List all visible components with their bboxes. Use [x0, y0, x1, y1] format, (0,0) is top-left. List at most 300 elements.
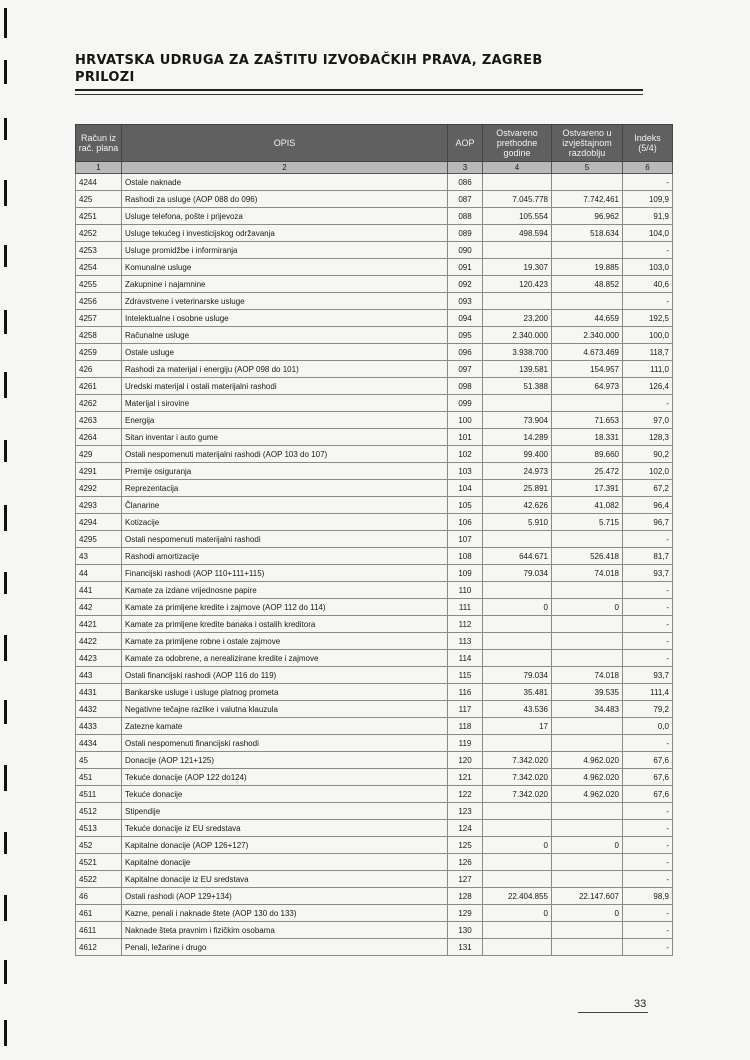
cell-current-period: 2.340.000 — [552, 327, 623, 344]
cell-account: 4257 — [76, 310, 122, 327]
cell-previous-year: 79.034 — [483, 565, 552, 582]
cell-previous-year — [483, 922, 552, 939]
cell-aop: 121 — [448, 769, 483, 786]
cell-previous-year — [483, 531, 552, 548]
expenses-table-wrapper — [75, 124, 672, 956]
cell-description: Usluge tekućeg i investicijskog održavanja — [122, 225, 448, 242]
cell-current-period: 34.483 — [552, 701, 623, 718]
cell-current-period: 96.962 — [552, 208, 623, 225]
table-row — [76, 837, 673, 854]
cell-aop: 131 — [448, 939, 483, 956]
table-row — [76, 667, 673, 684]
cell-current-period: 41.082 — [552, 497, 623, 514]
cell-aop: 104 — [448, 480, 483, 497]
cell-current-period — [552, 395, 623, 412]
binder-mark — [4, 8, 7, 38]
cell-index: 102,0 — [623, 463, 673, 480]
cell-account: 4423 — [76, 650, 122, 667]
cell-account: 4259 — [76, 344, 122, 361]
cell-previous-year — [483, 582, 552, 599]
binder-mark — [4, 60, 7, 84]
cell-index: 128,3 — [623, 429, 673, 446]
cell-aop: 127 — [448, 871, 483, 888]
cell-aop: 087 — [448, 191, 483, 208]
cell-aop: 125 — [448, 837, 483, 854]
cell-current-period — [552, 531, 623, 548]
cell-aop: 101 — [448, 429, 483, 446]
cell-index: 126,4 — [623, 378, 673, 395]
cell-aop: 108 — [448, 548, 483, 565]
cell-account: 4294 — [76, 514, 122, 531]
cell-account: 4511 — [76, 786, 122, 803]
cell-previous-year: 7.342.020 — [483, 786, 552, 803]
table-row — [76, 684, 673, 701]
cell-aop: 112 — [448, 616, 483, 633]
cell-previous-year — [483, 803, 552, 820]
cell-account: 426 — [76, 361, 122, 378]
cell-description: Kamate za izdane vrijednosne papire — [122, 582, 448, 599]
cell-current-period — [552, 174, 623, 191]
cell-account: 4295 — [76, 531, 122, 548]
cell-account: 4252 — [76, 225, 122, 242]
cell-account: 44 — [76, 565, 122, 582]
cell-current-period: 22.147.607 — [552, 888, 623, 905]
column-index: 6 — [623, 162, 673, 174]
cell-aop: 113 — [448, 633, 483, 650]
page-number: 33 — [634, 998, 647, 1010]
cell-previous-year: 73.904 — [483, 412, 552, 429]
cell-previous-year: 17 — [483, 718, 552, 735]
binder-mark — [4, 832, 7, 854]
cell-aop: 099 — [448, 395, 483, 412]
cell-account: 43 — [76, 548, 122, 565]
cell-description: Stipendije — [122, 803, 448, 820]
cell-previous-year: 42.626 — [483, 497, 552, 514]
table-row — [76, 888, 673, 905]
binder-mark — [4, 1020, 7, 1046]
cell-aop: 120 — [448, 752, 483, 769]
cell-aop: 100 — [448, 412, 483, 429]
cell-account: 4264 — [76, 429, 122, 446]
cell-current-period: 44.659 — [552, 310, 623, 327]
cell-account: 4421 — [76, 616, 122, 633]
cell-description: Sitan inventar i auto gume — [122, 429, 448, 446]
table-row — [76, 616, 673, 633]
cell-index: 79,2 — [623, 701, 673, 718]
header-index: Indeks (5/4) — [623, 125, 673, 162]
cell-previous-year: 644.671 — [483, 548, 552, 565]
cell-description: Financijski rashodi (AOP 110+111+115) — [122, 565, 448, 582]
table-row — [76, 344, 673, 361]
cell-aop: 110 — [448, 582, 483, 599]
cell-index: - — [623, 735, 673, 752]
cell-index: - — [623, 922, 673, 939]
table-row — [76, 633, 673, 650]
cell-account: 429 — [76, 446, 122, 463]
cell-aop: 086 — [448, 174, 483, 191]
cell-index: - — [623, 531, 673, 548]
cell-account: 4258 — [76, 327, 122, 344]
cell-index: - — [623, 293, 673, 310]
cell-aop: 094 — [448, 310, 483, 327]
cell-index: - — [623, 633, 673, 650]
cell-index: 104,0 — [623, 225, 673, 242]
cell-aop: 098 — [448, 378, 483, 395]
table-row — [76, 480, 673, 497]
cell-current-period: 74.018 — [552, 667, 623, 684]
cell-current-period — [552, 820, 623, 837]
cell-description: Ostali nespomenuti materijalni rashodi — [122, 531, 448, 548]
cell-account: 4612 — [76, 939, 122, 956]
column-index-row — [76, 162, 673, 174]
cell-index: 111,0 — [623, 361, 673, 378]
cell-index: 93,7 — [623, 565, 673, 582]
cell-description: Penali, ležarine i drugo — [122, 939, 448, 956]
cell-description: Premije osiguranja — [122, 463, 448, 480]
cell-index: 96,4 — [623, 497, 673, 514]
cell-index: 103,0 — [623, 259, 673, 276]
cell-description: Kapitalne donacije (AOP 126+127) — [122, 837, 448, 854]
binder-mark — [4, 310, 7, 334]
cell-previous-year: 14.289 — [483, 429, 552, 446]
cell-description: Ostale naknade — [122, 174, 448, 191]
cell-previous-year — [483, 293, 552, 310]
cell-previous-year: 105.554 — [483, 208, 552, 225]
cell-index: 100,0 — [623, 327, 673, 344]
cell-previous-year: 0 — [483, 837, 552, 854]
cell-account: 4251 — [76, 208, 122, 225]
cell-description: Tekuće donacije — [122, 786, 448, 803]
header-line-1: HRVATSKA UDRUGA ZA ZAŠTITU IZVOĐAČKIH PRAVA, ZAGREB — [75, 53, 543, 68]
cell-previous-year — [483, 854, 552, 871]
binder-mark — [4, 700, 7, 724]
cell-account: 4291 — [76, 463, 122, 480]
cell-previous-year: 7.342.020 — [483, 769, 552, 786]
cell-previous-year — [483, 242, 552, 259]
cell-current-period — [552, 616, 623, 633]
cell-description: Ostali financijski rashodi (AOP 116 do 119) — [122, 667, 448, 684]
binder-mark — [4, 960, 7, 984]
cell-description: Zakupnine i najamnine — [122, 276, 448, 293]
cell-aop: 123 — [448, 803, 483, 820]
cell-index: 91,9 — [623, 208, 673, 225]
table-row — [76, 735, 673, 752]
cell-account: 4422 — [76, 633, 122, 650]
cell-description: Rashodi amortizacije — [122, 548, 448, 565]
cell-description: Kapitalne donacije — [122, 854, 448, 871]
cell-current-period: 64.973 — [552, 378, 623, 395]
cell-description: Donacije (AOP 121+125) — [122, 752, 448, 769]
cell-description: Materijal i sirovine — [122, 395, 448, 412]
cell-account: 4431 — [76, 684, 122, 701]
cell-current-period — [552, 735, 623, 752]
cell-aop: 114 — [448, 650, 483, 667]
cell-index: 0,0 — [623, 718, 673, 735]
cell-description: Računalne usluge — [122, 327, 448, 344]
table-row — [76, 208, 673, 225]
cell-account: 4521 — [76, 854, 122, 871]
cell-aop: 109 — [448, 565, 483, 582]
column-index: 3 — [448, 162, 483, 174]
cell-previous-year: 43.536 — [483, 701, 552, 718]
cell-aop: 115 — [448, 667, 483, 684]
cell-account: 461 — [76, 905, 122, 922]
table-row — [76, 650, 673, 667]
cell-aop: 097 — [448, 361, 483, 378]
header-line-2: PRILOZI — [75, 70, 135, 85]
header-aop: AOP — [448, 125, 483, 162]
cell-current-period: 7.742.461 — [552, 191, 623, 208]
cell-account: 4611 — [76, 922, 122, 939]
table-row — [76, 531, 673, 548]
cell-aop: 128 — [448, 888, 483, 905]
cell-index: - — [623, 871, 673, 888]
header-description: OPIS — [122, 125, 448, 162]
cell-aop: 105 — [448, 497, 483, 514]
cell-previous-year — [483, 735, 552, 752]
cell-index: 67,6 — [623, 769, 673, 786]
cell-account: 4512 — [76, 803, 122, 820]
cell-description: Tekuće donacije (AOP 122 do124) — [122, 769, 448, 786]
cell-index: - — [623, 582, 673, 599]
table-row — [76, 276, 673, 293]
table-row — [76, 565, 673, 582]
cell-index: - — [623, 854, 673, 871]
cell-description: Komunalne usluge — [122, 259, 448, 276]
cell-aop: 089 — [448, 225, 483, 242]
binder-mark — [4, 118, 7, 140]
cell-previous-year — [483, 650, 552, 667]
cell-previous-year: 2.340.000 — [483, 327, 552, 344]
cell-current-period: 19.885 — [552, 259, 623, 276]
cell-description: Rashodi za usluge (AOP 088 do 096) — [122, 191, 448, 208]
binder-mark — [4, 635, 7, 661]
cell-index: - — [623, 650, 673, 667]
expenses-table — [75, 124, 673, 956]
table-row — [76, 718, 673, 735]
cell-account: 452 — [76, 837, 122, 854]
cell-description: Članarine — [122, 497, 448, 514]
cell-account: 4254 — [76, 259, 122, 276]
cell-description: Kapitalne donacije iz EU sredstava — [122, 871, 448, 888]
cell-description: Negativne tečajne razlike i valutna klauzula — [122, 701, 448, 718]
column-index: 1 — [76, 162, 122, 174]
cell-current-period — [552, 854, 623, 871]
table-row — [76, 395, 673, 412]
cell-current-period — [552, 939, 623, 956]
cell-previous-year — [483, 633, 552, 650]
cell-description: Usluge promidžbe i informiranja — [122, 242, 448, 259]
cell-index: 40,6 — [623, 276, 673, 293]
cell-previous-year: 120.423 — [483, 276, 552, 293]
table-row — [76, 820, 673, 837]
cell-previous-year: 79.034 — [483, 667, 552, 684]
cell-aop: 111 — [448, 599, 483, 616]
cell-current-period: 39.535 — [552, 684, 623, 701]
cell-description: Kotizacije — [122, 514, 448, 531]
cell-current-period: 17.391 — [552, 480, 623, 497]
cell-account: 443 — [76, 667, 122, 684]
cell-account: 4513 — [76, 820, 122, 837]
table-row — [76, 582, 673, 599]
cell-description: Zdravstvene i veterinarske usluge — [122, 293, 448, 310]
cell-description: Ostale usluge — [122, 344, 448, 361]
cell-description: Rashodi za materijal i energiju (AOP 098 do 101) — [122, 361, 448, 378]
cell-aop: 106 — [448, 514, 483, 531]
cell-current-period — [552, 582, 623, 599]
cell-current-period: 71.653 — [552, 412, 623, 429]
binder-mark — [4, 180, 7, 206]
cell-current-period — [552, 922, 623, 939]
cell-account: 425 — [76, 191, 122, 208]
table-row — [76, 786, 673, 803]
cell-previous-year: 22.404.855 — [483, 888, 552, 905]
cell-account: 45 — [76, 752, 122, 769]
cell-aop: 122 — [448, 786, 483, 803]
cell-description: Usluge telefona, pošte i prijevoza — [122, 208, 448, 225]
cell-previous-year: 99.400 — [483, 446, 552, 463]
cell-index: - — [623, 599, 673, 616]
cell-previous-year: 25.891 — [483, 480, 552, 497]
cell-aop: 118 — [448, 718, 483, 735]
cell-previous-year — [483, 174, 552, 191]
cell-account: 4255 — [76, 276, 122, 293]
cell-aop: 126 — [448, 854, 483, 871]
cell-description: Ostali rashodi (AOP 129+134) — [122, 888, 448, 905]
cell-index: - — [623, 242, 673, 259]
cell-current-period — [552, 871, 623, 888]
cell-index: - — [623, 395, 673, 412]
table-row — [76, 174, 673, 191]
cell-index: 81,7 — [623, 548, 673, 565]
cell-account: 46 — [76, 888, 122, 905]
cell-current-period: 89.660 — [552, 446, 623, 463]
cell-aop: 092 — [448, 276, 483, 293]
table-row — [76, 446, 673, 463]
table-header-row — [76, 125, 673, 162]
table-row — [76, 769, 673, 786]
cell-description: Kamate za primljene robne i ostale zajmove — [122, 633, 448, 650]
cell-index: - — [623, 803, 673, 820]
table-row — [76, 922, 673, 939]
cell-current-period: 4.962.020 — [552, 786, 623, 803]
binder-mark — [4, 895, 7, 921]
cell-index: 97,0 — [623, 412, 673, 429]
table-row — [76, 378, 673, 395]
cell-description: Ostali nespomenuti materijalni rashodi (AOP 103 do 107) — [122, 446, 448, 463]
cell-current-period — [552, 242, 623, 259]
cell-index: - — [623, 616, 673, 633]
cell-account: 442 — [76, 599, 122, 616]
cell-index: 67,6 — [623, 786, 673, 803]
binder-mark — [4, 245, 7, 267]
cell-account: 4434 — [76, 735, 122, 752]
table-row — [76, 514, 673, 531]
column-index: 5 — [552, 162, 623, 174]
cell-previous-year: 5.910 — [483, 514, 552, 531]
cell-index: 96,7 — [623, 514, 673, 531]
cell-index: - — [623, 939, 673, 956]
column-index: 4 — [483, 162, 552, 174]
cell-current-period: 5.715 — [552, 514, 623, 531]
cell-account: 4432 — [76, 701, 122, 718]
cell-index: - — [623, 820, 673, 837]
cell-account: 451 — [76, 769, 122, 786]
cell-previous-year: 23.200 — [483, 310, 552, 327]
cell-description: Kamate za primljene kredite i zajmove (AOP 112 do 114) — [122, 599, 448, 616]
cell-account: 4263 — [76, 412, 122, 429]
column-index: 2 — [122, 162, 448, 174]
cell-current-period: 18.331 — [552, 429, 623, 446]
cell-previous-year: 0 — [483, 905, 552, 922]
cell-aop: 096 — [448, 344, 483, 361]
cell-previous-year — [483, 820, 552, 837]
header-rule — [75, 89, 643, 91]
cell-current-period: 25.472 — [552, 463, 623, 480]
cell-description: Zatezne kamate — [122, 718, 448, 735]
cell-index: 67,2 — [623, 480, 673, 497]
cell-previous-year — [483, 939, 552, 956]
cell-previous-year: 139.581 — [483, 361, 552, 378]
table-row — [76, 242, 673, 259]
cell-current-period: 0 — [552, 599, 623, 616]
cell-previous-year: 3.938.700 — [483, 344, 552, 361]
cell-aop: 130 — [448, 922, 483, 939]
cell-aop: 119 — [448, 735, 483, 752]
table-row — [76, 752, 673, 769]
cell-previous-year: 498.594 — [483, 225, 552, 242]
cell-previous-year: 51.388 — [483, 378, 552, 395]
table-row — [76, 939, 673, 956]
cell-previous-year — [483, 871, 552, 888]
cell-current-period: 154.957 — [552, 361, 623, 378]
page-number-rule — [578, 1012, 648, 1013]
cell-description: Uredski materijal i ostali materijalni rashodi — [122, 378, 448, 395]
cell-current-period — [552, 718, 623, 735]
cell-description: Reprezentacija — [122, 480, 448, 497]
cell-current-period: 4.673.469 — [552, 344, 623, 361]
cell-description: Bankarske usluge i usluge platnog prometa — [122, 684, 448, 701]
table-body — [76, 174, 673, 956]
header-current-period: Ostvareno u izvještajnom razdoblju — [552, 125, 623, 162]
cell-aop: 095 — [448, 327, 483, 344]
cell-current-period — [552, 803, 623, 820]
table-row — [76, 871, 673, 888]
cell-current-period: 0 — [552, 905, 623, 922]
cell-account: 4293 — [76, 497, 122, 514]
cell-aop: 093 — [448, 293, 483, 310]
binder-mark — [4, 505, 7, 531]
cell-account: 4253 — [76, 242, 122, 259]
table-row — [76, 905, 673, 922]
cell-description: Energija — [122, 412, 448, 429]
header-previous-year: Ostvareno prethodne godine — [483, 125, 552, 162]
cell-previous-year — [483, 616, 552, 633]
cell-previous-year: 0 — [483, 599, 552, 616]
table-row — [76, 599, 673, 616]
cell-index: 192,5 — [623, 310, 673, 327]
cell-description: Kazne, penali i naknade štete (AOP 130 do 133) — [122, 905, 448, 922]
cell-current-period: 4.962.020 — [552, 752, 623, 769]
cell-aop: 107 — [448, 531, 483, 548]
cell-description: Kamate za odobrene, a nerealizirane kredite i zajmove — [122, 650, 448, 667]
cell-account: 4292 — [76, 480, 122, 497]
table-row — [76, 854, 673, 871]
cell-description: Tekuće donacije iz EU sredstava — [122, 820, 448, 837]
cell-account: 4433 — [76, 718, 122, 735]
cell-index: 118,7 — [623, 344, 673, 361]
table-row — [76, 548, 673, 565]
